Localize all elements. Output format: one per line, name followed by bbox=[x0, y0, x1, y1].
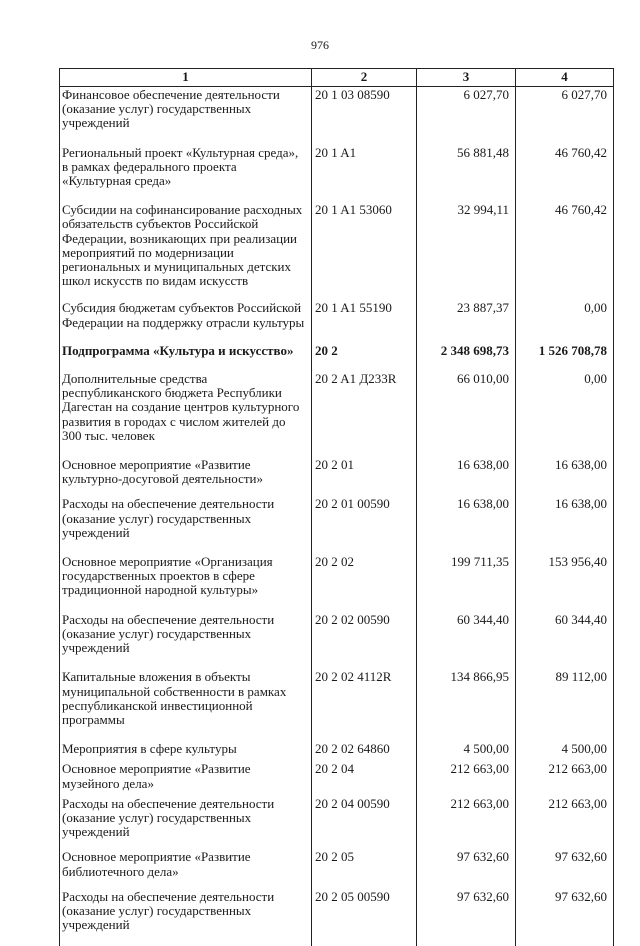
row-value-col3-cell: 6 027,70 bbox=[417, 87, 516, 145]
table-row bbox=[60, 669, 614, 741]
row-code-cell: 20 2 02 bbox=[312, 554, 417, 612]
row-value-col3-cell: 212 663,00 bbox=[417, 796, 516, 850]
row-code-cell: 20 2 A1 Д233R bbox=[312, 371, 417, 457]
row-value-col4-cell: 97 632,60 bbox=[516, 889, 614, 946]
row-value-col4-cell: 4 500,00 bbox=[516, 741, 614, 761]
row-value-col3-cell: 23 887,37 bbox=[417, 300, 516, 342]
row-value-col4-cell: 153 956,40 bbox=[516, 554, 614, 612]
row-value-col4-cell: 16 638,00 bbox=[516, 496, 614, 554]
row-value-col3-cell: 16 638,00 bbox=[417, 457, 516, 496]
row-value-col4-cell: 16 638,00 bbox=[516, 457, 614, 496]
row-code-cell: 20 2 01 bbox=[312, 457, 417, 496]
row-value-col4-cell: 97 632,60 bbox=[516, 849, 614, 888]
row-code-cell: 20 2 02 00590 bbox=[312, 612, 417, 670]
row-value-col3-cell: 60 344,40 bbox=[417, 612, 516, 670]
row-code-cell: 20 2 04 bbox=[312, 761, 417, 795]
row-name-cell: Субсидии на софинансирование расходных обязательств субъектов Российской Федерации, возникающих при реализации мероприятий по модернизации региональных и муниципальных детских школ искусств по видам искусств bbox=[60, 202, 312, 300]
row-value-col4-cell: 0,00 bbox=[516, 300, 614, 342]
row-code-cell: 20 2 02 64860 bbox=[312, 741, 417, 761]
row-value-col3-cell: 66 010,00 bbox=[417, 371, 516, 457]
row-code-cell: 20 1 A1 bbox=[312, 145, 417, 203]
row-code-cell: 20 2 04 00590 bbox=[312, 796, 417, 850]
table-row bbox=[60, 612, 614, 670]
row-value-col3-cell: 199 711,35 bbox=[417, 554, 516, 612]
row-value-col3-cell: 16 638,00 bbox=[417, 496, 516, 554]
row-value-col4-cell: 46 760,42 bbox=[516, 202, 614, 300]
row-value-col3-cell: 212 663,00 bbox=[417, 761, 516, 795]
row-name-cell: Дополнительные средства республиканского бюджета Республики Дагестан на создание центров культурного развития в городах с числом жителей до 300 тыс. человек bbox=[60, 371, 312, 457]
row-value-col3-cell: 2 348 698,73 bbox=[417, 343, 516, 371]
row-code-cell: 20 2 bbox=[312, 343, 417, 371]
row-code-cell: 20 1 A1 53060 bbox=[312, 202, 417, 300]
row-value-col3-cell: 32 994,11 bbox=[417, 202, 516, 300]
row-value-col4-cell: 6 027,70 bbox=[516, 87, 614, 145]
table-row bbox=[60, 849, 614, 888]
table-row bbox=[60, 87, 614, 145]
row-name-cell: Расходы на обеспечение деятельности (оказание услуг) государственных учреждений bbox=[60, 889, 312, 946]
table-body bbox=[60, 87, 614, 946]
budget-table bbox=[59, 68, 614, 946]
row-value-col3-cell: 97 632,60 bbox=[417, 849, 516, 888]
row-code-cell: 20 2 02 4112R bbox=[312, 669, 417, 741]
table-row bbox=[60, 300, 614, 342]
table-row bbox=[60, 889, 614, 946]
row-value-col3-cell: 56 881,48 bbox=[417, 145, 516, 203]
row-value-col4-cell: 0,00 bbox=[516, 371, 614, 457]
table-row bbox=[60, 371, 614, 457]
table-row bbox=[60, 343, 614, 371]
row-name-cell: Подпрограмма «Культура и искусство» bbox=[60, 343, 312, 371]
row-name-cell: Основное мероприятие «Развитие культурно-досуговой деятельности» bbox=[60, 457, 312, 496]
row-code-cell: 20 2 05 bbox=[312, 849, 417, 888]
row-code-cell: 20 1 03 08590 bbox=[312, 87, 417, 145]
row-value-col3-cell: 4 500,00 bbox=[417, 741, 516, 761]
row-name-cell: Основное мероприятие «Организация государственных проектов в сфере традиционной народной культуры» bbox=[60, 554, 312, 612]
row-value-col4-cell: 60 344,40 bbox=[516, 612, 614, 670]
table-row bbox=[60, 496, 614, 554]
column-header-2: 2 bbox=[312, 69, 417, 87]
row-name-cell: Финансовое обеспечение деятельности (оказание услуг) государственных учреждений bbox=[60, 87, 312, 145]
table-row bbox=[60, 796, 614, 850]
table-row bbox=[60, 761, 614, 795]
row-name-cell: Основное мероприятие «Развитие библиотечного дела» bbox=[60, 849, 312, 888]
row-value-col4-cell: 46 760,42 bbox=[516, 145, 614, 203]
table-row bbox=[60, 202, 614, 300]
row-value-col3-cell: 134 866,95 bbox=[417, 669, 516, 741]
page-number: 976 bbox=[0, 38, 640, 53]
row-name-cell: Субсидия бюджетам субъектов Российской Федерации на поддержку отрасли культуры bbox=[60, 300, 312, 342]
table-row bbox=[60, 457, 614, 496]
row-name-cell: Расходы на обеспечение деятельности (оказание услуг) государственных учреждений bbox=[60, 612, 312, 670]
table-row bbox=[60, 145, 614, 203]
row-name-cell: Капитальные вложения в объекты муниципальной собственности в рамках республиканской инвестиционной программы bbox=[60, 669, 312, 741]
row-code-cell: 20 2 05 00590 bbox=[312, 889, 417, 946]
row-name-cell: Региональный проект «Культурная среда», в рамках федерального проекта «Культурная среда» bbox=[60, 145, 312, 203]
row-name-cell: Расходы на обеспечение деятельности (оказание услуг) государственных учреждений bbox=[60, 796, 312, 850]
table-row bbox=[60, 554, 614, 612]
table-header-row bbox=[60, 69, 614, 87]
column-header-4: 4 bbox=[516, 69, 614, 87]
row-value-col4-cell: 212 663,00 bbox=[516, 796, 614, 850]
column-header-1: 1 bbox=[60, 69, 312, 87]
row-name-cell: Мероприятия в сфере культуры bbox=[60, 741, 312, 761]
row-code-cell: 20 1 A1 55190 bbox=[312, 300, 417, 342]
row-name-cell: Основное мероприятие «Развитие музейного дела» bbox=[60, 761, 312, 795]
row-name-cell: Расходы на обеспечение деятельности (оказание услуг) государственных учреждений bbox=[60, 496, 312, 554]
row-value-col4-cell: 89 112,00 bbox=[516, 669, 614, 741]
table-row bbox=[60, 741, 614, 761]
row-code-cell: 20 2 01 00590 bbox=[312, 496, 417, 554]
column-header-3: 3 bbox=[417, 69, 516, 87]
row-value-col4-cell: 212 663,00 bbox=[516, 761, 614, 795]
row-value-col3-cell: 97 632,60 bbox=[417, 889, 516, 946]
row-value-col4-cell: 1 526 708,78 bbox=[516, 343, 614, 371]
